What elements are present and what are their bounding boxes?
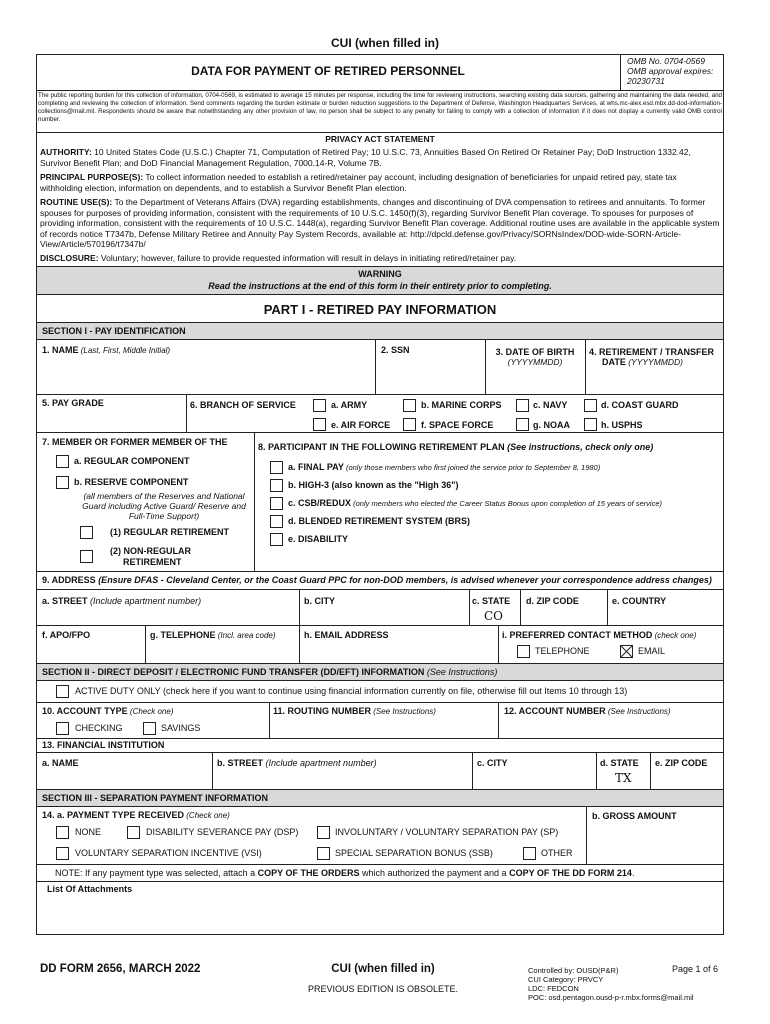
checking-label: CHECKING xyxy=(75,723,123,733)
pref-telephone-label: TELEPHONE xyxy=(535,646,590,656)
branch-air-force-label: e. AIR FORCE xyxy=(331,420,391,430)
account-number-label: 12. ACCOUNT NUMBER (See Instructions) xyxy=(504,706,671,716)
controlled-by: Controlled by: OUSD(P&R) xyxy=(528,966,619,975)
page-number: Page 1 of 6 xyxy=(672,964,719,974)
payment-other-checkbox[interactable] xyxy=(523,847,536,860)
omb-expires-label: OMB approval expires: xyxy=(627,66,714,76)
branch-coast-guard-label: d. COAST GUARD xyxy=(601,400,679,410)
telephone-label: g. TELEPHONE (Incl. area code) xyxy=(150,630,276,640)
payment-dsp-label: DISABILITY SEVERANCE PAY (DSP) xyxy=(146,827,299,837)
branch-usphs-label: h. USPHS xyxy=(601,420,643,430)
plan-final-pay-checkbox[interactable] xyxy=(270,461,283,474)
savings-checkbox[interactable] xyxy=(143,722,156,735)
non-regular-retirement-checkbox[interactable] xyxy=(80,550,93,563)
payment-ssb-label: SPECIAL SEPARATION BONUS (SSB) xyxy=(335,848,493,858)
omb-expires-date: 20230731 xyxy=(627,76,665,86)
plan-csb-redux-checkbox[interactable] xyxy=(270,497,283,510)
bank-state-value[interactable]: TX xyxy=(615,771,632,785)
plan-high3-checkbox[interactable] xyxy=(270,479,283,492)
reserve-note: (all members of the Reserves and National Guard including Active Guard/ Reserve and Full-Time Support) xyxy=(82,491,246,521)
country-label: e. COUNTRY xyxy=(612,596,667,606)
omb-number: OMB No. 0704-0569 xyxy=(627,56,705,66)
city-label: b. CITY xyxy=(304,596,335,606)
payment-ssb-checkbox[interactable] xyxy=(317,847,330,860)
branch-space-force-checkbox[interactable] xyxy=(403,418,416,431)
checking-checkbox[interactable] xyxy=(56,722,69,735)
routing-number-label: 11. ROUTING NUMBER (See Instructions) xyxy=(273,706,436,716)
warning-text: Read the instructions at the end of this form in their entirety prior to completing. xyxy=(208,281,552,291)
active-duty-label: ACTIVE DUTY ONLY (check here if you want to continue using financial information currently on file, otherwise fill out Items 10 through 13) xyxy=(75,686,628,696)
privacy-disclosure: DISCLOSURE: Voluntary; however, failure to provide requested information will result in delays in initiating retired/retainer pay. xyxy=(40,253,517,263)
dob-label: 3. DATE OF BIRTH xyxy=(495,347,575,357)
cui-banner-top: CUI (when filled in) xyxy=(331,36,439,50)
payment-type-label: 14. a. PAYMENT TYPE RECEIVED (Check one) xyxy=(42,810,230,820)
apo-label: f. APO/FPO xyxy=(42,630,91,640)
payment-dsp-checkbox[interactable] xyxy=(127,826,140,839)
plan-label: 8. PARTICIPANT IN THE FOLLOWING RETIREMENT PLAN (See instructions, check only one) xyxy=(258,442,654,452)
bank-zip-label: e. ZIP CODE xyxy=(655,758,708,768)
savings-label: SAVINGS xyxy=(161,723,201,733)
plan-disability-label: e. DISABILITY xyxy=(288,534,349,544)
name-label: 1. NAME (Last, First, Middle Initial) xyxy=(42,345,171,355)
branch-marine-corps-checkbox[interactable] xyxy=(403,399,416,412)
form-title: DATA FOR PAYMENT OF RETIRED PERSONNEL xyxy=(191,64,465,78)
branch-army-checkbox[interactable] xyxy=(313,399,326,412)
bank-name-label: a. NAME xyxy=(42,758,79,768)
cui-banner-bottom: CUI (when filled in) xyxy=(331,963,435,975)
privacy-purpose: PRINCIPAL PURPOSE(S): To collect information needed to establish a retired/retainer pay account, including designation of beneficiaries for unpaid retired pay, state tax withholding election, information on dependents, and to establish a Survivor Benefit Plan election. xyxy=(40,172,677,193)
payment-none-label: NONE xyxy=(75,827,102,837)
active-duty-checkbox[interactable] xyxy=(56,685,69,698)
account-type-label: 10. ACCOUNT TYPE (Check one) xyxy=(42,706,174,716)
ldc: LDC: FEDCON xyxy=(528,984,579,993)
payment-none-checkbox[interactable] xyxy=(56,826,69,839)
pref-telephone-checkbox[interactable] xyxy=(517,645,530,658)
cui-category: CUI Category: PRVCY xyxy=(528,975,604,984)
branch-usphs-checkbox[interactable] xyxy=(584,418,597,431)
payment-sp-label: INVOLUNTARY / VOLUNTARY SEPARATION PAY (SP) xyxy=(335,827,559,837)
plan-csb-redux-label: c. CSB/REDUX (only members who elected the Career Status Bonus upon completion of 15 years of service) xyxy=(288,498,663,508)
privacy-routine-use: ROUTINE USE(S): To the Department of Veterans Affairs (DVA) regarding establishments, changes and discontinuing of DVA compensation to retirees and annuitants. To former spouses for purposes of providing information, consistent with the requirements of 10 U.S.C. 1450(f)(3), regarding Survivor Benefit Plan coverage. To spouses for purposes of providing information, consistent with the requirements of 10 U.S.C. 1448(a), regarding Survivor Benefit Plan coverage. Additional routine uses are available in the applicable system of records notice T7347b, Defense Military Retiree and Annuity Pay System Records, available at: http://dpcld.defense.gov/Privacy/SORNsIndex/DOD-wide-SORN-Article-View/Article/570196/t7347b/ xyxy=(40,197,720,249)
branch-air-force-checkbox[interactable] xyxy=(313,418,326,431)
attachments-label: List Of Attachments xyxy=(47,884,133,894)
branch-coast-guard-checkbox[interactable] xyxy=(584,399,597,412)
branch-army-label: a. ARMY xyxy=(331,400,368,410)
state-label: c. STATE xyxy=(472,596,511,606)
plan-brs-label: d. BLENDED RETIREMENT SYSTEM (BRS) xyxy=(288,516,471,526)
warning-title: WARNING xyxy=(358,269,402,279)
plan-brs-checkbox[interactable] xyxy=(270,515,283,528)
regular-retirement-checkbox[interactable] xyxy=(80,526,93,539)
branch-noaa-checkbox[interactable] xyxy=(516,418,529,431)
address-label: 9. ADDRESS (Ensure DFAS - Cleveland Center, or the Coast Guard PPC for non-DOD members, is advised whenever your correspondence address changes) xyxy=(42,575,712,585)
section3-title: SECTION III - SEPARATION PAYMENT INFORMATION xyxy=(42,793,269,803)
branch-noaa-label: g. NOAA xyxy=(533,420,570,430)
privacy-title: PRIVACY ACT STATEMENT xyxy=(325,134,435,144)
pref-email-checkbox[interactable] xyxy=(620,645,633,658)
regular-component-label: a. REGULAR COMPONENT xyxy=(74,456,190,466)
plan-high3-label: b. HIGH-3 (also known as the "High 36") xyxy=(288,480,459,490)
bank-city-label: c. CITY xyxy=(477,758,508,768)
form-id: DD FORM 2656, MARCH 2022 xyxy=(40,963,201,975)
bank-state-label: d. STATE xyxy=(600,758,639,768)
street-label: a. STREET (Include apartment number) xyxy=(42,596,202,606)
payment-vsi-label: VOLUNTARY SEPARATION INCENTIVE (VSI) xyxy=(75,848,262,858)
branch-marine-corps-label: b. MARINE CORPS xyxy=(421,400,502,410)
member-label: 7. MEMBER OR FORMER MEMBER OF THE xyxy=(42,437,228,447)
reserve-component-checkbox[interactable] xyxy=(56,476,69,489)
retirement-date-label: 4. RETIREMENT / TRANSFER xyxy=(589,347,715,357)
bank-street-label: b. STREET (Include apartment number) xyxy=(217,758,377,768)
email-label: h. EMAIL ADDRESS xyxy=(304,630,389,640)
reserve-component-label: b. RESERVE COMPONENT xyxy=(74,477,189,487)
non-regular-retirement-label2: RETIREMENT xyxy=(123,557,182,567)
branch-label: 6. BRANCH OF SERVICE xyxy=(190,400,296,410)
payment-vsi-checkbox[interactable] xyxy=(56,847,69,860)
burden-statement: The public reporting burden for this collection of information, 0704-0569, is estimated to average 15 minutes per response, including the time for reviewing instructions, searching existing data sources, gathering and maintaining the data needed, and completing and reviewing the collection of information. Send comments regarding the burden estimate or burden reduction suggestions to the Department of Defense, Washington Headquarters Services, at whs.mc-alex.esd.mbx.dd-dod-information-collections@mail.mil. Respondents should be aware that notwithstanding any other provision of law, no person shall be subject to any penalty for failing to comply with a collection of information if it does not display a currently valid OMB control number. xyxy=(38,92,722,123)
payment-sp-checkbox[interactable] xyxy=(317,826,330,839)
pay-grade-label: 5. PAY GRADE xyxy=(42,398,104,408)
zip-label: d. ZIP CODE xyxy=(526,596,579,606)
regular-retirement-label: (1) REGULAR RETIREMENT xyxy=(110,527,229,537)
section1-title: SECTION I - PAY IDENTIFICATION xyxy=(42,326,186,336)
payment-other-label: OTHER xyxy=(541,848,573,858)
plan-final-pay-label: a. FINAL PAY (only those members who first joined the service prior to September 8, 1980) xyxy=(288,462,601,472)
privacy-authority: AUTHORITY: 10 United States Code (U.S.C.) Chapter 71, Computation of Retired Pay; 10 U.S.C. 73, Annuities Based On Retired Or Retainer Pay; DoD Instruction 1332.42, Survivor Benefit Plan; and DoD Financial Management Regulation, 7000.14-R, Volume 7B. xyxy=(40,147,691,168)
ssn-label: 2. SSN xyxy=(381,345,410,355)
payment-note: NOTE: If any payment type was selected, attach a COPY OF THE ORDERS which authorized the payment and a COPY OF THE DD FORM 214. xyxy=(55,868,635,878)
branch-navy-checkbox[interactable] xyxy=(516,399,529,412)
non-regular-retirement-label: (2) NON-REGULAR xyxy=(110,546,191,556)
obsolete-note: PREVIOUS EDITION IS OBSOLETE. xyxy=(307,984,459,994)
gross-amount-label: b. GROSS AMOUNT xyxy=(592,811,677,821)
pref-email-label: EMAIL xyxy=(638,646,666,656)
poc: POC: osd.pentagon.ousd-p-r.mbx.forms@mail.mil xyxy=(528,993,694,1002)
regular-component-checkbox[interactable] xyxy=(56,455,69,468)
plan-disability-checkbox[interactable] xyxy=(270,533,283,546)
section2-title: SECTION II - DIRECT DEPOSIT / ELECTRONIC FUND TRANSFER (DD/EFT) INFORMATION (See Instructions) xyxy=(42,667,498,677)
part1-title: PART I - RETIRED PAY INFORMATION xyxy=(263,302,497,317)
state-value[interactable]: CO xyxy=(484,609,504,623)
retirement-date-label2: DATE (YYYYMMDD) xyxy=(602,357,683,367)
preferred-contact-label: i. PREFERRED CONTACT METHOD (check one) xyxy=(502,630,697,640)
dob-hint: (YYYYMMDD) xyxy=(507,357,563,367)
financial-institution-label: 13. FINANCIAL INSTITUTION xyxy=(42,740,165,750)
branch-navy-label: c. NAVY xyxy=(533,400,568,410)
branch-space-force-label: f. SPACE FORCE xyxy=(421,420,494,430)
